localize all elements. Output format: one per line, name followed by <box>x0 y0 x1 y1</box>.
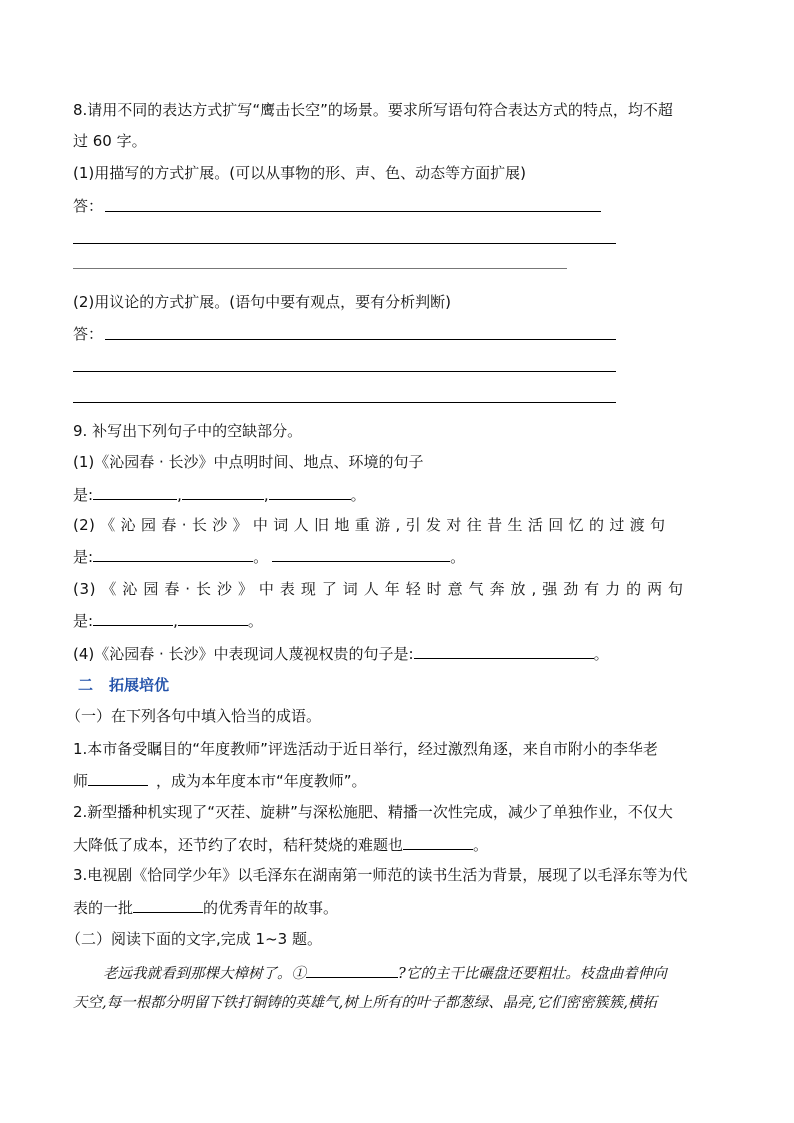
comma: , <box>263 486 269 504</box>
comma: , <box>177 486 182 504</box>
passage-pre: 老远我就看到那棵大樟树了。① <box>103 966 306 982</box>
q9-s4-line <box>73 643 609 664</box>
item1-post: ，成为本年度本市“年度教师”。 <box>156 772 367 790</box>
period: 。 <box>247 612 263 630</box>
comma: , <box>173 612 178 630</box>
item1-line1: 1.本市备受瞩目的“年度教师”评选活动于近日举行，经过激烈角逐，来自市附小的李华老 <box>73 740 658 758</box>
fill-blank[interactable] <box>93 546 253 562</box>
q9-s4: (4)《沁园春 · 长沙》中表现词人蔑视权贵的句子是: <box>73 645 414 663</box>
q9-shi: 是: <box>73 612 94 630</box>
q8-answer-label-2: 答： <box>73 325 104 343</box>
item3-line2 <box>73 897 338 918</box>
item2-line2 <box>73 834 488 855</box>
q8-sub1: (1)用描写的方式扩展。(可以从事物的形、声、色、动态等方面扩展) <box>73 164 526 182</box>
item3-line1: 3.电视剧《恰同学少年》以毛泽东在湖南第一师范的读书生活为背景，展现了以毛泽东等为代 <box>73 866 688 884</box>
q9-s3: (3) 《 沁 园 春 · 长 沙 》 中 表 现 了 词 人 年 轻 时 意 气 奔 放 , 强 劲 有 力 的 两 句 <box>73 580 684 598</box>
q8-stem-line1: 8.请用不同的表达方式扩写“鹰击长空”的场景。要求所写语句符合表达方式的特点，均不超 <box>73 101 673 119</box>
q9-s1-answer-line <box>73 484 366 505</box>
answer-line[interactable] <box>73 402 616 403</box>
passage-line1 <box>103 962 667 984</box>
q9-shi: 是: <box>73 548 94 566</box>
item2-line1: 2.新型播种机实现了“灭茬、旋耕”与深松施肥、精播一次性完成，减少了单独作业，不仅大 <box>73 803 673 821</box>
answer-line[interactable] <box>73 268 567 269</box>
fill-blank[interactable] <box>133 897 203 913</box>
q8-stem-line2: 过 60 字。 <box>73 132 147 150</box>
period: 。 <box>450 548 466 566</box>
q9-s2: (2) 《 沁 园 春 · 长 沙 》 中 词 人 旧 地 重 游 , 引 发 对 往 昔 生 活 回 忆 的 过 渡 句 <box>73 516 666 534</box>
q9-s3-answer-line <box>73 610 263 631</box>
fill-blank[interactable] <box>88 770 148 786</box>
fill-blank[interactable] <box>178 610 248 626</box>
answer-line[interactable] <box>73 243 616 244</box>
fill-blank[interactable] <box>414 643 594 659</box>
item3-post: 的优秀青年的故事。 <box>203 899 339 917</box>
period: 。 <box>350 486 366 504</box>
q9-s2-answer-line <box>73 546 465 567</box>
fill-blank[interactable] <box>182 484 264 500</box>
passage-post: ?它的主干比碾盘还要粗壮。枝盘曲着伸向 <box>398 966 667 982</box>
period: 。 <box>253 548 269 566</box>
q9-stem: 9. 补写出下列句子中的空缺部分。 <box>73 422 303 440</box>
q9-s1: (1)《沁园春 · 长沙》中点明时间、地点、环境的句子 <box>73 453 424 471</box>
section-number: 二 <box>78 676 94 694</box>
item1-pre: 师 <box>73 772 89 790</box>
section-heading <box>78 675 185 695</box>
fill-blank[interactable] <box>403 834 473 850</box>
part1-heading: （一）在下列各句中填入恰当的成语。 <box>66 707 322 725</box>
item1-line2 <box>73 770 367 791</box>
answer-line[interactable] <box>73 371 616 372</box>
passage-line2: 天空,每一根都分明留下铁打铜铸的英雄气,树上所有的叶子都葱绿、晶亮,它们密密簇簇,横拓 <box>73 995 657 1011</box>
fill-blank[interactable] <box>272 546 450 562</box>
fill-blank[interactable] <box>306 962 398 978</box>
q9-shi: 是: <box>73 486 94 504</box>
answer-line[interactable] <box>105 339 616 340</box>
q8-answer-label-1: 答： <box>73 197 104 215</box>
item2-pre: 大降低了成本，还节约了农时，秸秆焚烧的难题也 <box>73 836 404 854</box>
item2-post: 。 <box>473 836 489 854</box>
part2-heading: （二）阅读下面的文字,完成 1~3 题。 <box>66 930 322 948</box>
fill-blank[interactable] <box>93 484 177 500</box>
fill-blank[interactable] <box>93 610 173 626</box>
q8-sub2: (2)用议论的方式扩展。(语句中要有观点，要有分析判断) <box>73 293 451 311</box>
period: 。 <box>593 645 609 663</box>
fill-blank[interactable] <box>269 484 351 500</box>
item3-pre: 表的一批 <box>73 899 134 917</box>
answer-line[interactable] <box>105 211 601 212</box>
section-title: 拓展培优 <box>109 676 170 694</box>
